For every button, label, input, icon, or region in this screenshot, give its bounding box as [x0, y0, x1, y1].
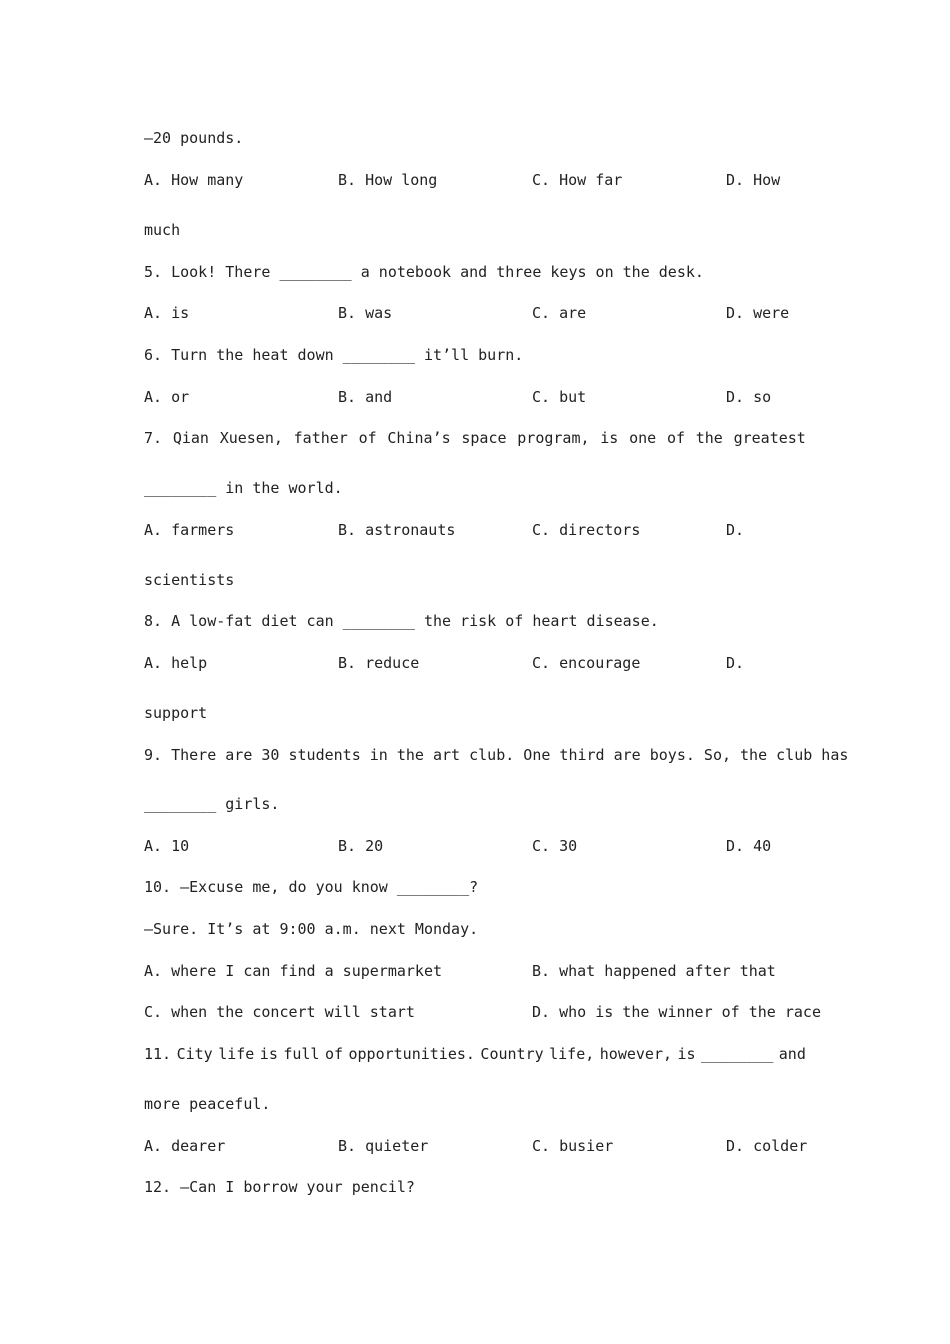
q8-option-d-wrap: support [144, 704, 208, 722]
q11-option-c: C. busier [532, 1137, 614, 1155]
q8-stem: 8. A low-fat diet can ________ the risk of heart disease. [144, 612, 659, 630]
q7-option-d: D. [726, 521, 745, 539]
q8-option-c: C. encourage [532, 654, 641, 672]
q4-option-d: D. How [726, 171, 781, 189]
q11-stem: 11. City life is full of opportunities. Country life, however, is ________ and [144, 1045, 806, 1063]
q11-option-d: D. colder [726, 1137, 808, 1155]
q6-option-a: A. or [144, 388, 190, 406]
q10-option-d: D. who is the winner of the race [532, 1003, 821, 1021]
q5-stem: 5. Look! There ________ a notebook and three keys on the desk. [144, 263, 704, 281]
q8-option-a: A. help [144, 654, 208, 672]
q7-option-d-wrap: scientists [144, 571, 235, 589]
q10-reply: —Sure. It’s at 9:00 a.m. next Monday. [144, 920, 479, 938]
q8-option-b: B. reduce [338, 654, 420, 672]
q12-stem: 12. —Can I borrow your pencil? [144, 1178, 415, 1196]
q10-option-b: B. what happened after that [532, 962, 776, 980]
q9-option-a: A. 10 [144, 837, 190, 855]
q10-option-a: A. where I can find a supermarket [144, 962, 443, 980]
q10-option-c: C. when the concert will start [144, 1003, 415, 1021]
q9-option-b: B. 20 [338, 837, 384, 855]
q7-option-b: B. astronauts [338, 521, 456, 539]
q11-stem-line2: more peaceful. [144, 1095, 271, 1113]
q11-option-b: B. quieter [338, 1137, 429, 1155]
q7-stem: 7. Qian Xuesen, father of China’s space program, is one of the greatest [144, 429, 806, 447]
q4-option-c: C. How far [532, 171, 623, 189]
q7-stem-line2: ________ in the world. [144, 479, 343, 497]
q5-option-c: C. are [532, 304, 587, 322]
q4-option-b: B. How long [338, 171, 438, 189]
q4-option-a: A. How many [144, 171, 244, 189]
q6-option-d: D. so [726, 388, 772, 406]
q4-option-d-wrap: much [144, 221, 181, 239]
q7-option-c: C. directors [532, 521, 641, 539]
q5-option-d: D. were [726, 304, 790, 322]
q6-option-c: C. but [532, 388, 587, 406]
q8-option-d: D. [726, 654, 745, 672]
q9-option-d: D. 40 [726, 837, 772, 855]
q5-option-b: B. was [338, 304, 393, 322]
q11-option-a: A. dearer [144, 1137, 226, 1155]
q7-option-a: A. farmers [144, 521, 235, 539]
q9-stem-line2: ________ girls. [144, 795, 280, 813]
q9-option-c: C. 30 [532, 837, 578, 855]
q6-option-b: B. and [338, 388, 393, 406]
q9-stem: 9. There are 30 students in the art club. One third are boys. So, the club has [144, 746, 849, 764]
q5-option-a: A. is [144, 304, 190, 322]
q6-stem: 6. Turn the heat down ________ it’ll burn. [144, 346, 524, 364]
q4-answer-line: —20 pounds. [144, 129, 244, 147]
q10-stem: 10. —Excuse me, do you know ________? [144, 878, 479, 896]
